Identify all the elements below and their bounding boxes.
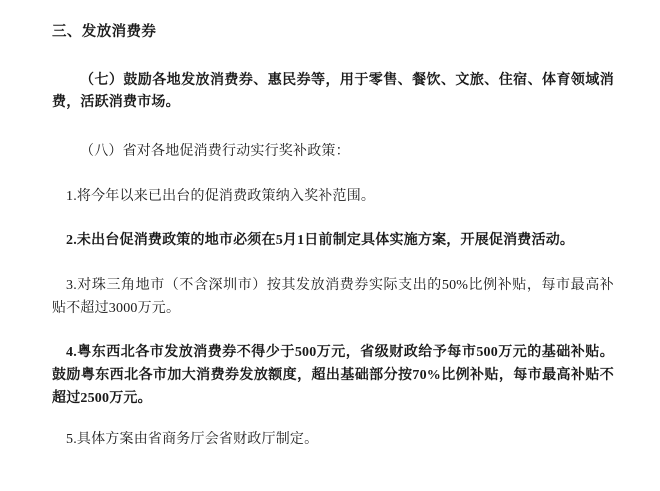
paragraph-item-8-5: 5.具体方案由省商务厅会省财政厅制定。 [66,432,319,448]
paragraph-item-8: （八）省对各地促消费行动实行奖补政策： [80,144,350,160]
paragraph-item-8-4: 4.粤东西北各市发放消费券不得少于500万元，省级财政给予每市500万元的基础补贴。鼓励粤东西北各市加大消费券发放额度，超出基础部分按70%比例补贴，每市最高补贴不超过2500万元。 [52,345,614,406]
section-heading: 三、发放消费券 [52,24,157,40]
paragraph-item-8-2: 2.未出台促消费政策的地市必须在5月1日前制定具体实施方案，开展促消费活动。 [66,233,575,249]
paragraph-item-8-1: 1.将今年以来已出台的促消费政策纳入奖补范围。 [66,188,376,204]
paragraph-item-8-3: 3.对珠三角地市（不含深圳市）按其发放消费券实际支出的50%比例补贴，每市最高补贴不超过3000万元。 [52,278,614,316]
paragraph-item-7: （七）鼓励各地发放消费券、惠民券等，用于零售、餐饮、文旅、住宿、体育领域消费，活跃消费市场。 [52,72,614,111]
